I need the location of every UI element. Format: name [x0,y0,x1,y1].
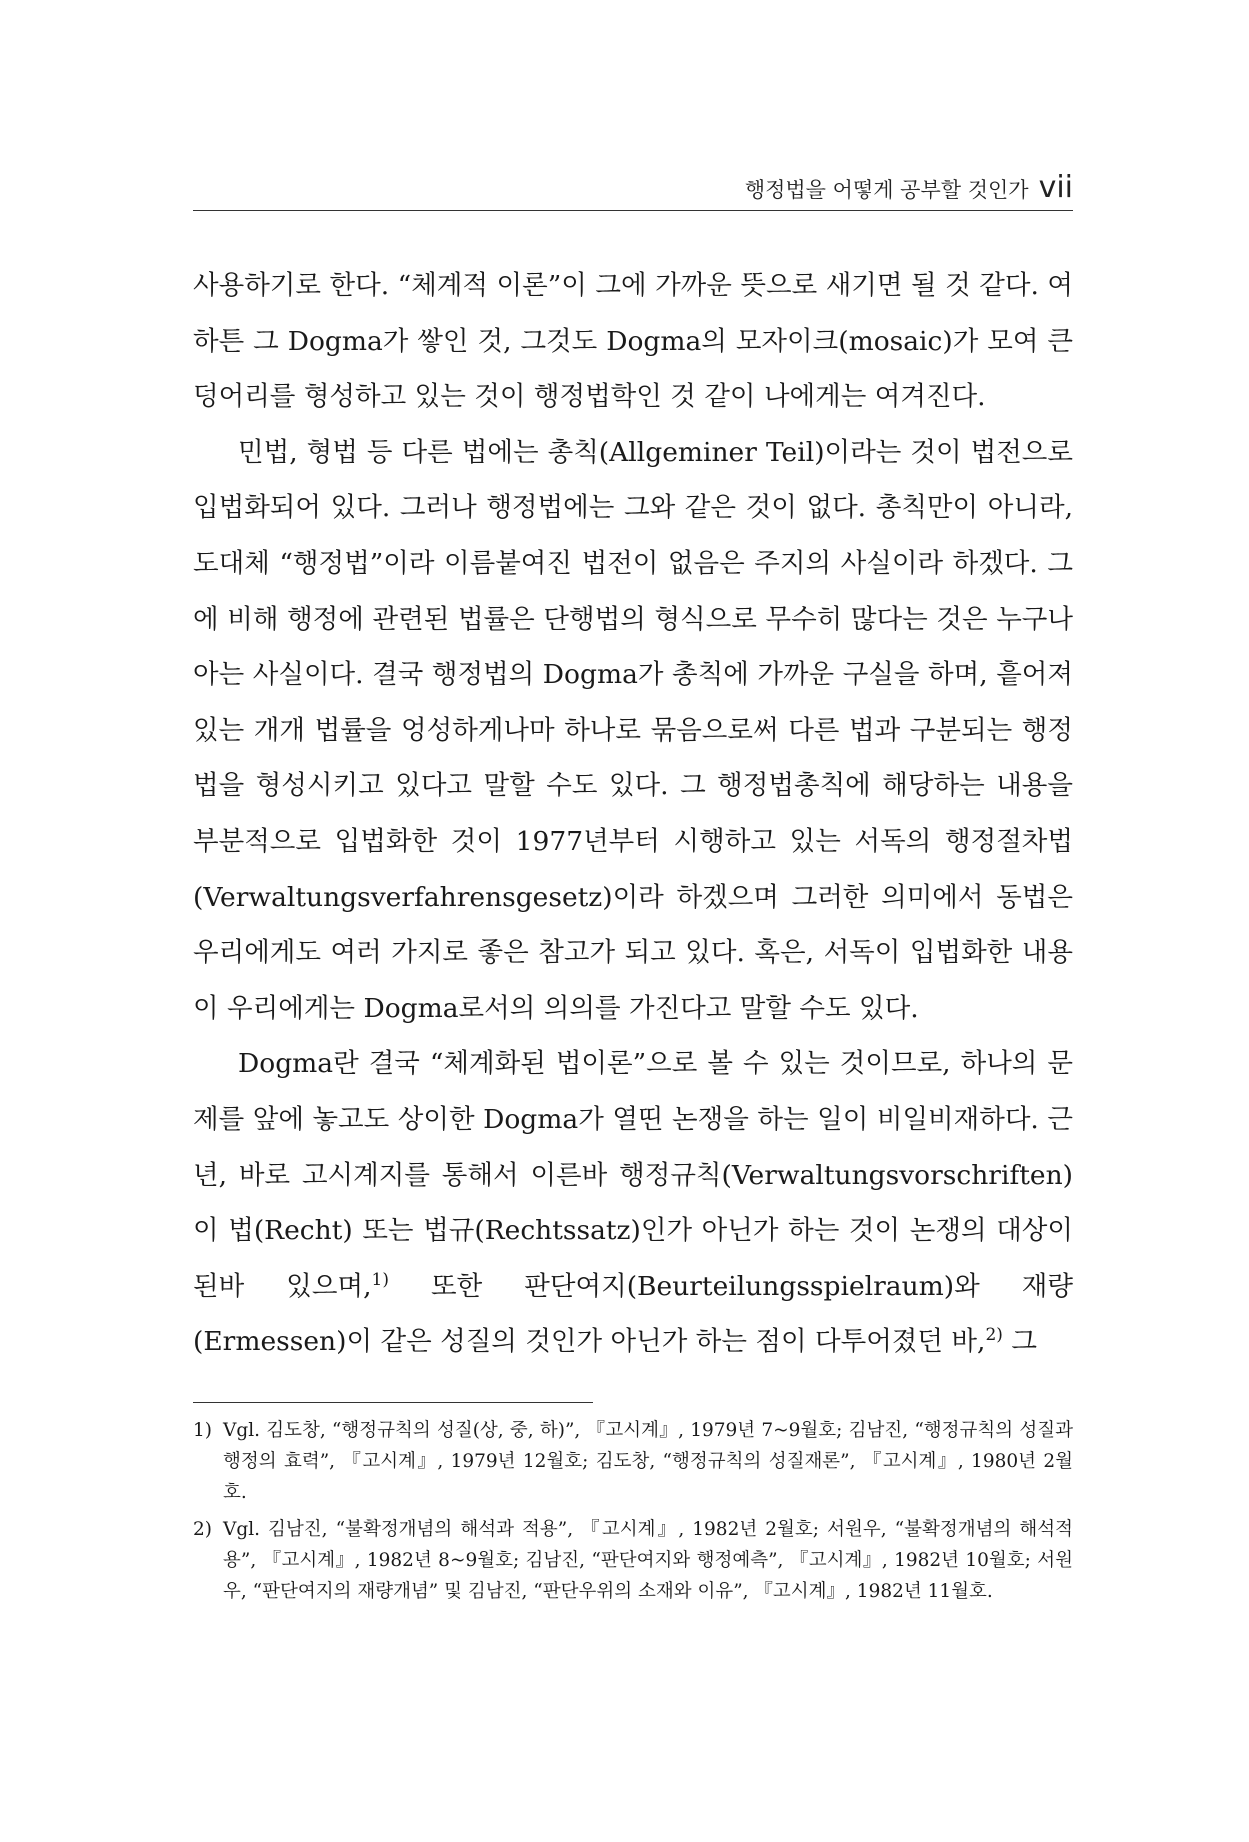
running-header [193,170,1073,205]
paragraph-2: 민법, 형법 등 다른 법에는 총칙(Allgeminer Teil)이라는 것이 법전으로 입법화되어 있다. 그러나 행정법에는 그와 같은 것이 없다. 총칙만이 아니라, 도대체 “행정법”이라 이름붙여진 법전이 없음은 주지의 사실이라 하겠다. 그에 비해 행정에 관련된 법률은 단행법의 형식으로 무수히 많다는 것은 누구나 아는 사실이다. 결국 행정법의 Dogma가 총칙에 가까운 구실을 하며, 흩어져있는 개개 법률을 엉성하게나마 하나로 묶음으로써 다른 법과 구분되는 행정법을 형성시키고 있다고 말할 수도 있다. 그 행정법총칙에 해당하는 내용을 부분적으로 입법화한 것이 1977년부터 시행하고 있는 서독의 행정절차법(Verwaltungsverfahrensgesetz)이라 하겠으며 그러한 의미에서 동법은 우리에게도 여러 가지로 좋은 참고가 되고 있다. 혹은, 서독이 입법화한 내용이 우리에게는 Dogma로서의 의의를 가진다고 말할 수도 있다. [193,436,1073,1024]
footnote-text: Vgl. 김도창, “행정규칙의 성질(상, 중, 하)”, 『고시계』, 1979년 7~9월호; 김남진, “행정규칙의 성질과 행정의 효력”, 『고시계』, 1979년 12월호; 김도창, “행정규칙의 성질재론”, 『고시계』, 1980년 2월호. [223,1420,1073,1503]
header-rule [193,210,1073,211]
paragraph-3-part-1: Dogma란 결국 “체계화된 법이론”으로 볼 수 있는 것이므로, 하나의 문제를 앞에 놓고도 상이한 Dogma가 열띤 논쟁을 하는 일이 비일비재하다. 근년, 바로 고시계지를 통해서 이른바 행정규칙(Verwaltungsvorschriften)이 법(Recht) 또는 법규(Rechtssatz)인가 아닌가 하는 것이 논쟁의 대상이 된바 있으며, [193,1048,1073,1302]
page-number: vii [1038,170,1073,205]
body-text [193,258,1073,1370]
paragraph-3 [193,1036,1073,1370]
chapter-title: 행정법을 어떻게 공부할 것인가 [744,178,1029,202]
footnote-ref-1: 1) [371,1269,389,1290]
footnote-number: 1) [193,1420,212,1441]
footnote-2 [193,1514,1073,1607]
paragraph-3-part-2: 또한 판단여지(Beurteilungsspielraum)와 재량(Ermessen)이 같은 성질의 것인가 아닌가 하는 점이 다투어졌던 바, [193,1270,1073,1358]
footnote-ref-2: 2) [985,1325,1003,1346]
footnote-rule [193,1402,593,1403]
footnotes [193,1415,1073,1613]
footnote-1 [193,1415,1073,1508]
paragraph-1: 사용하기로 한다. “체계적 이론”이 그에 가까운 뜻으로 새기면 될 것 같다. 여하튼 그 Dogma가 쌓인 것, 그것도 Dogma의 모자이크(mosaic)가 모여 큰 덩어리를 형성하고 있는 것이 행정법학인 것 같이 나에게는 여겨진다. [193,270,1073,413]
footnote-number: 2) [193,1519,212,1540]
footnote-text: Vgl. 김남진, “불확정개념의 해석과 적용”, 『고시계』, 1982년 2월호; 서원우, “불확정개념의 해석적용”, 『고시계』, 1982년 8~9월호; 김남진, “판단여지와 행정예측”, 『고시계』, 1982년 10월호; 서원우, “판단여지의 재량개념” 및 김남진, “판단우위의 소재와 이유”, 『고시계』, 1982년 11월호. [223,1519,1073,1602]
paragraph-3-part-3: 그 [1002,1326,1037,1358]
